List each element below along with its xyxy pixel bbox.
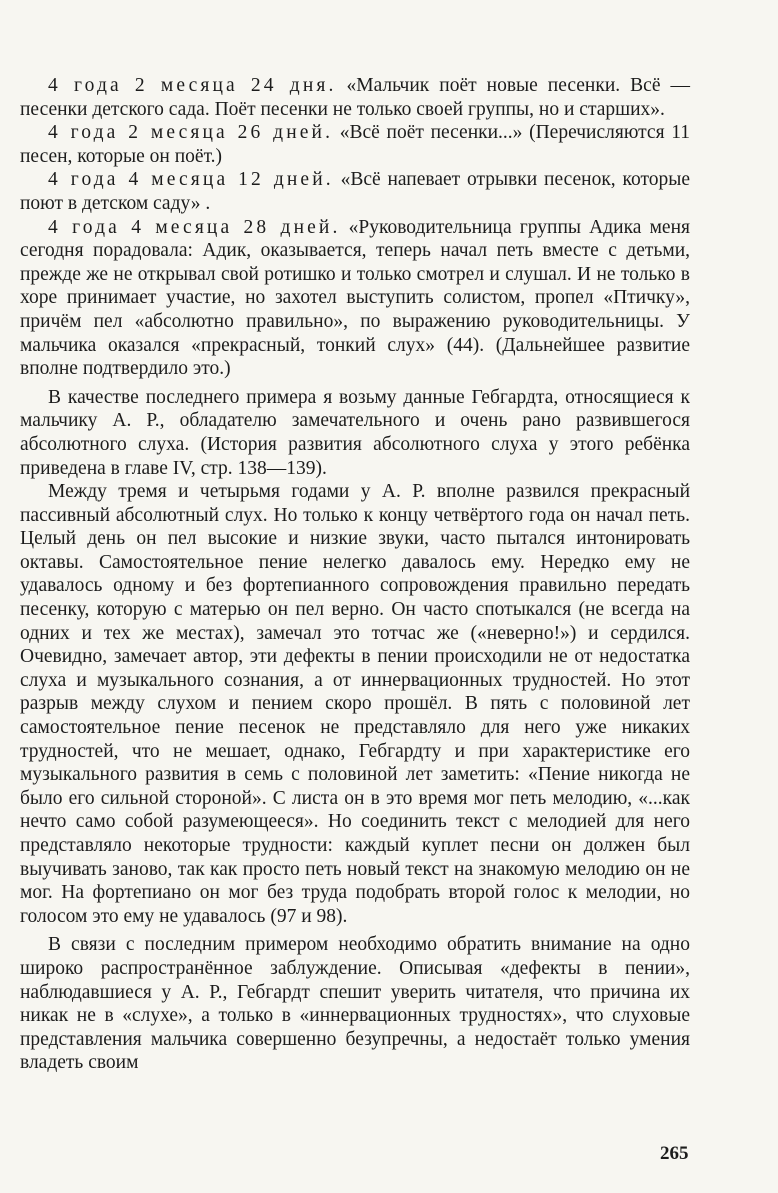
body-text (20, 74, 690, 1075)
date-lead: 4 года 4 месяца 28 дней. (48, 216, 341, 238)
paragraph (20, 480, 690, 928)
paragraph (20, 386, 690, 480)
paragraph-text: «Руководительница группы Адика меня сегодня порадовала: Адик, оказывается, теперь начал петь вместе с детьми, прежде же не открывал свой ротишко и только смотрел и слушал. И не только в хоре принимает участие, но захотел выступить солистом, пропел «Птичку», причём пел «абсолютно правильно», по выражению руководительницы. У мальчика оказался «прекрасный, тонкий слух» (44). (Дальнейшее развитие вполне подтвердило это.) (20, 216, 690, 380)
paragraph-text: В связи с последним примером необходимо обратить внимание на одно широко распространённое заблуждение. Описывая «дефекты в пении», наблюдавшиеся у А. Р., Гебгардт спешит уверить читателя, что причина их никак не в «слухе», а только в «иннервационных трудностях», что слуховые представления мальчика совершенно безупречны, а недостаёт только умения владеть своим (20, 934, 690, 1074)
paragraph (20, 933, 690, 1075)
paragraph-text: «Всё напевает отрывки песенок, которые поют в детском саду» . (20, 169, 690, 214)
paragraph (20, 74, 690, 121)
date-lead: 4 года 2 месяца 24 дня. (48, 75, 337, 96)
paragraph (20, 121, 690, 168)
date-lead: 4 года 4 месяца 12 дней. (48, 169, 334, 191)
paragraph (20, 168, 690, 215)
paragraph-text: «Мальчик поёт новые песенки. Всё — песенки детского сада. Поёт песенки не только своей группы, но и старших». (20, 75, 690, 120)
date-lead: 4 года 2 месяца 26 дней. (48, 122, 334, 144)
paragraph-text: «Всё поёт песенки...» (Перечисляются 11 песен, которые он поёт.) (20, 122, 690, 167)
paragraph-text: В качестве последнего примера я возьму данные Гебгардта, относящиеся к мальчику А. Р., обладателю замечательного и очень рано развившегося абсолютного слуха. (История развития абсолютного слуха у этого ребёнка приведена в главе IV, стр. 138—139). (20, 386, 690, 479)
paragraph-text: Между тремя и четырьмя годами у А. Р. вполне развился прекрасный пассивный абсолютный слух. Но только к концу четвёртого года он начал петь. Целый день он пел высокие и низкие звуки, часто пытался интонировать октавы. Самостоятельное пение нелегко давалось ему. Нередко ему не удавалось одному и без фортепианного сопровождения правильно передать песенку, которую с матерью он пел верно. Он часто спотыкался (не всегда на одних и тех же местах), замечал это тотчас же («неверно!») и сердился. Очевидно, замечает автор, эти дефекты в пении происходили не от недостатка слуха и музыкального сознания, а от иннервационных трудностей. Но этот разрыв между слухом и пением скоро прошёл. В пять с половиной лет самостоятельное пение песенок не представляло для него уже никаких трудностей, что не мешает, однако, Гебгардту и при характеристике его музыкального развития в семь с половиной лет заметить: «Пение никогда не было его сильной стороной». С листа он в это время мог петь мелодию, «...как нечто само собой разумеющееся». Но соединить текст с мелодией для него представляло некоторые трудности: каждый куплет песни он должен был выучивать заново, так как просто петь новый текст на знакомую мелодию он не мог. На фортепиано он мог без труда подобрать второй голос к мелодии, но голосом это ему не удавалось (97 и 98). (20, 481, 690, 927)
page-number: 265 (660, 1143, 689, 1164)
paragraph (20, 216, 690, 381)
